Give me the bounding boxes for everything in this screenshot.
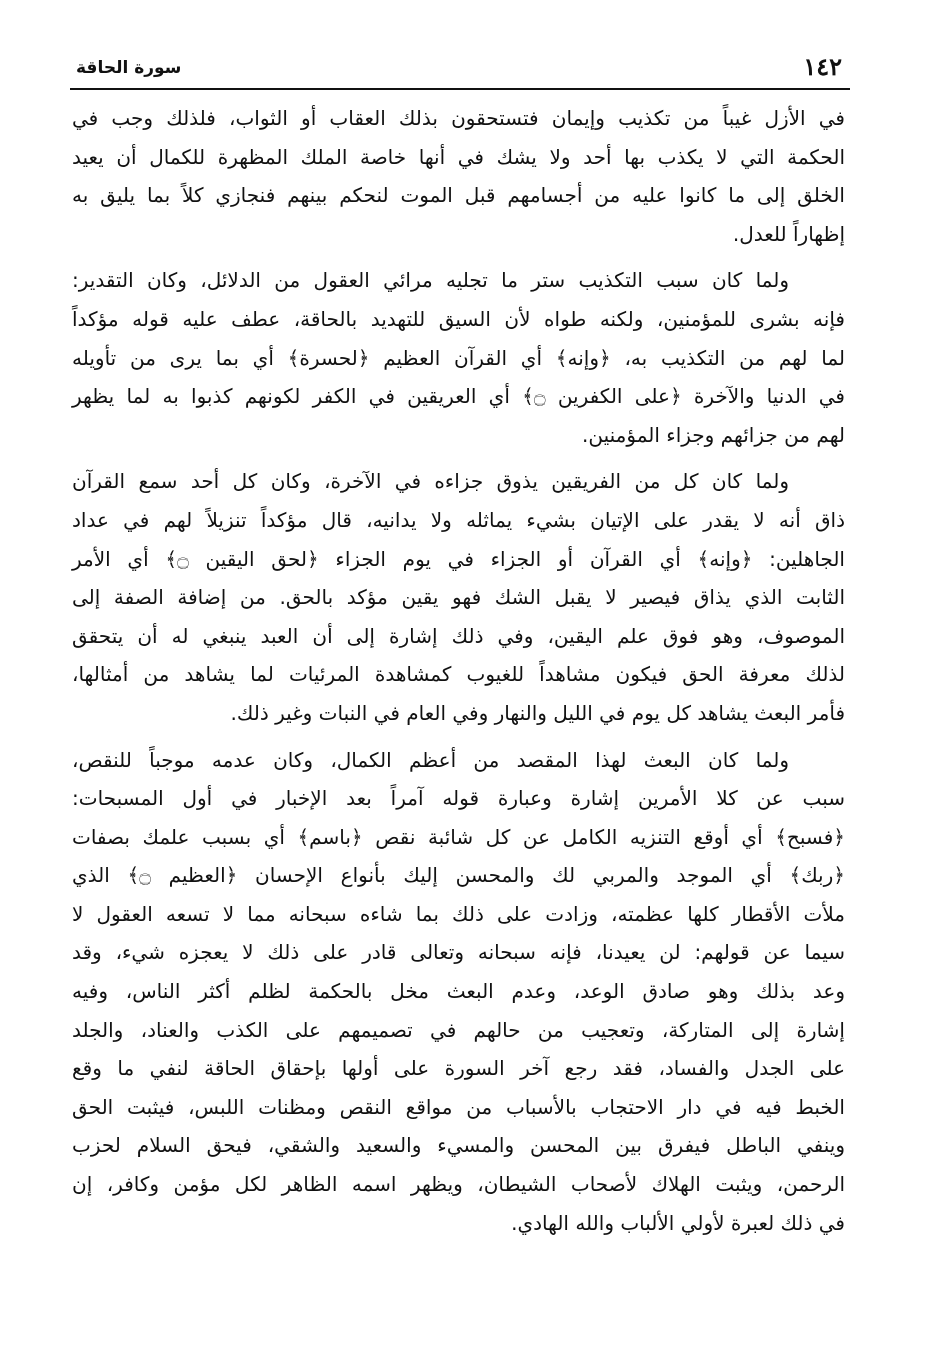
text-line: الموصوف، وهو فوق علم اليقين، وفي ذلك إشارة إلى أن العبد ينبغي له أن يتحقق <box>72 623 845 648</box>
paragraph-3 <box>72 462 845 732</box>
text-line: الرحمن، ويثبت الهلاك لأصحاب الشيطان، ويظهر اسمه الظاهر لكل مؤمن وكافر، إن <box>72 1172 845 1197</box>
text-line: في الأزل غيباً من تكذيب وإيمان فتستحقون بذلك العقاب أو الثواب، فلذلك وجب في <box>72 106 845 130</box>
text-line: الحكمة التي لا يكذب بها أحد ولا يشك في أنها خاصة الملك المظهرة للكمال أن يعيد <box>72 144 845 169</box>
text-line: ولما كان البعث لهذا المقصد من أعظم الكمال، وكان عدمه موجباً للنقص، <box>72 747 789 772</box>
text-line: فأمر البعث يشاهد كل يوم في الليل والنهار وفي العام في النبات وغير ذلك. <box>230 700 845 725</box>
text-line: الثابت الذي يذاق فيصير لا يقبل الشك فهو يقين مؤكد بالحق. من إضافة الصفة إلى <box>72 585 845 610</box>
text-line: في الدنيا والآخرة ﴿على الكفرين ۝﴾ أي العريقين في الكفر لكونهم كذبوا به لما يظهر <box>72 384 845 409</box>
text-line: لذلك معرفة الحق فيكون مشاهداً للغيوب كمشاهدة المرئيات لما يشاهد من أمثالها، <box>72 662 845 687</box>
text-line: إشارة إلى المتاركة، وتعجيب من حالهم في تصميمهم على الكذب والعناد، والجلد <box>72 1017 845 1042</box>
text-line: الخبط فيه في دار الاحتجاب بالأسباب من مواقع النقص ومظنات اللبس، فيثبت الحق <box>72 1094 845 1119</box>
text-line: ذاق أنه لا يقدر على الإتيان بشيء يماثله ولا يدانيه، قال مؤكداً تنزيلاً لهم في عداد <box>72 507 845 532</box>
text-line: ﴿ربك﴾ أي الموجد والمربي لك والمحسن إليك بأنواع الإحسان ﴿العظيم ۝﴾ الذي <box>72 863 845 888</box>
body-text <box>72 99 845 1242</box>
text-line: لما لهم من التكذيب به، ﴿وإنه﴾ أي القرآن العظيم ﴿لحسرة﴾ أي بما يرى من تأويله <box>72 345 845 370</box>
text-line: إظهاراً للعدل. <box>732 221 845 246</box>
text-line: ولما كان كل من الفريقين يذوق جزاءه في الآخرة، وكان كل أحد سمع القرآن <box>72 469 789 494</box>
text-line: على الجدل والفساد، فقد رجع آخر السورة على أولها بإحقاق الحاقة لنفي ما وقع <box>72 1056 845 1081</box>
paragraph-2 <box>72 261 845 454</box>
surah-title: سورة الحاقة <box>76 58 182 78</box>
text-line: سيما عن قولهم: لن يعيدنا، فإنه سبحانه وتعالى قادر على ذلك لا يعجزه شيء، وقد <box>72 940 845 965</box>
header-rule <box>70 88 850 90</box>
paragraph-4 <box>72 741 845 1243</box>
text-line: وعد بذلك وهو صادق الوعد، وعدم البعث مخل بالحكمة لظلم أكثر الناس، وفيه <box>72 979 845 1004</box>
text-line: لهم من جزائهم وجزاء المؤمنين. <box>582 422 845 447</box>
text-line: الجاهلين: ﴿وإنه﴾ أي القرآن أو الجزاء في يوم الجزاء ﴿لحق اليقين ۝﴾ أي الأمر <box>72 546 845 571</box>
text-line: سبب عن كلا الأمرين إشارة وعبارة قوله آمراً بعد الإخبار في أول المسبحات: <box>72 786 845 811</box>
text-line: ملأت الأقطار كلها عظمته، وزادت على ذلك بما شاءه سبحانه مما لا تسعه العقول لا <box>72 901 845 926</box>
running-header <box>70 46 850 86</box>
text-line: الخلق إلى ما كانوا عليه من أجسامهم قبل الموت لنحكم بينهم فنجازي كلاً بما يليق به <box>72 183 845 208</box>
text-line: ﴿فسبح﴾ أي أوقع التنزيه الكامل عن كل شائبة نقص ﴿باسم﴾ أي بسبب علمك بصفات <box>72 824 845 849</box>
page-number: ١٤٢ <box>803 52 842 81</box>
text-line: في ذلك لعبرة لأولي الألباب والله الهادي. <box>511 1210 845 1235</box>
text-line: ولما كان سبب التكذيب ستر ما تجليه مرائي العقول من الدلائل، وكان التقدير: <box>72 268 789 293</box>
text-line: وينفي الباطل فيفرق بين المحسن والمسيء والسعيد والشقي، فيحق السلام لحزب <box>72 1133 845 1158</box>
paragraph-1 <box>72 99 845 253</box>
text-line: فإنه بشرى للمؤمنين، ولكنه طواه لأن السيق للتهديد بالحاقة، عطف عليه قوله مؤكداً <box>72 306 845 331</box>
